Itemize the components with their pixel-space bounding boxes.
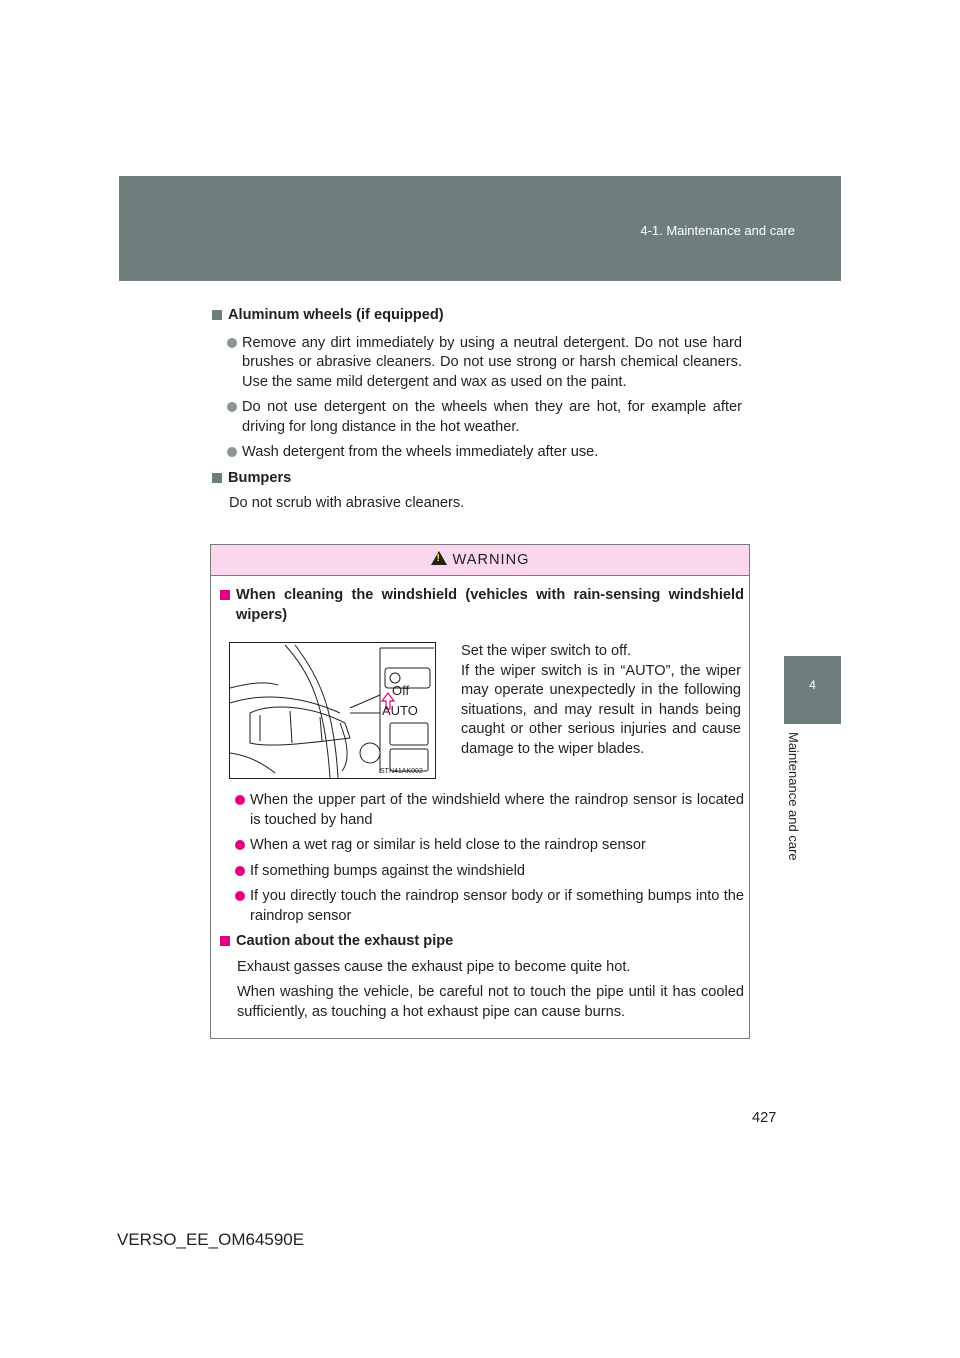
- auto-label: AUTO: [382, 703, 418, 718]
- chapter-number: 4: [809, 678, 816, 692]
- warning-header: [211, 545, 749, 576]
- bumpers-heading: Bumpers: [212, 469, 742, 489]
- wiper-switch-illustration: [230, 643, 435, 778]
- exhaust-heading: Caution about the exhaust pipe: [220, 932, 744, 952]
- page-number: 427: [752, 1110, 777, 1126]
- main-content: [212, 306, 742, 514]
- aluminum-heading: Aluminum wheels (if equipped): [212, 306, 742, 326]
- round-bullet-icon: [227, 447, 237, 457]
- wiper-switch-figure: [229, 642, 436, 779]
- windshield-heading: When cleaning the windshield (vehicles with rain-sensing windshield wipers): [220, 586, 744, 625]
- warning-triangle-icon: !: [431, 551, 447, 565]
- round-bullet-icon: [235, 840, 245, 850]
- chapter-tab: [784, 656, 841, 724]
- list-item: When a wet rag or similar is held close to the raindrop sensor: [220, 836, 744, 856]
- warning-title: WARNING: [452, 552, 530, 568]
- square-bullet-icon: [212, 310, 222, 320]
- list-item: Wash detergent from the wheels immediately after use.: [212, 443, 742, 463]
- off-label: Off: [392, 683, 410, 698]
- round-bullet-icon: [227, 338, 237, 348]
- warning-box: [210, 544, 750, 1039]
- bumpers-text: Do not scrub with abrasive cleaners.: [229, 495, 465, 511]
- round-bullet-icon: [235, 795, 245, 805]
- exhaust-para-1: Exhaust gasses cause the exhaust pipe to become quite hot.: [237, 958, 631, 975]
- square-bullet-icon: [220, 590, 230, 600]
- section-header: [119, 176, 841, 281]
- exhaust-para-2: When washing the vehicle, be careful not to touch the pipe until it has cooled sufficiently, as touching a hot exhaust pipe can cause burns.: [237, 984, 744, 1020]
- warning-list: [220, 791, 744, 1022]
- list-item: When the upper part of the windshield where the raindrop sensor is located is touched by hand: [220, 791, 744, 830]
- round-bullet-icon: [227, 402, 237, 412]
- section-title: 4-1. Maintenance and care: [640, 223, 795, 238]
- warning-body: [220, 586, 744, 625]
- round-bullet-icon: [235, 891, 245, 901]
- list-item: Do not use detergent on the wheels when they are hot, for example after driving for long distance in the hot weather.: [212, 398, 742, 437]
- document-code: VERSO_EE_OM64590E: [117, 1230, 305, 1249]
- round-bullet-icon: [235, 866, 245, 876]
- list-item: If something bumps against the windshield: [220, 862, 744, 882]
- figure-caption: Set the wiper switch to off. If the wiper switch is in “AUTO”, the wiper may operate unexpectedly in the following situations, and may result in hands being caught or other serious injuries and cause damage to the wiper blades.: [461, 643, 741, 757]
- figure-code: STN41AK002: [380, 768, 423, 775]
- square-bullet-icon: [212, 473, 222, 483]
- chapter-label: Maintenance and care: [786, 732, 801, 861]
- list-item: Remove any dirt immediately by using a neutral detergent. Do not use hard brushes or abrasive cleaners. Do not use strong or harsh chemical cleaners. Use the same mild detergent and wax as used on the paint.: [212, 334, 742, 393]
- square-bullet-icon: [220, 936, 230, 946]
- list-item: If you directly touch the raindrop sensor body or if something bumps into the raindrop sensor: [220, 887, 744, 926]
